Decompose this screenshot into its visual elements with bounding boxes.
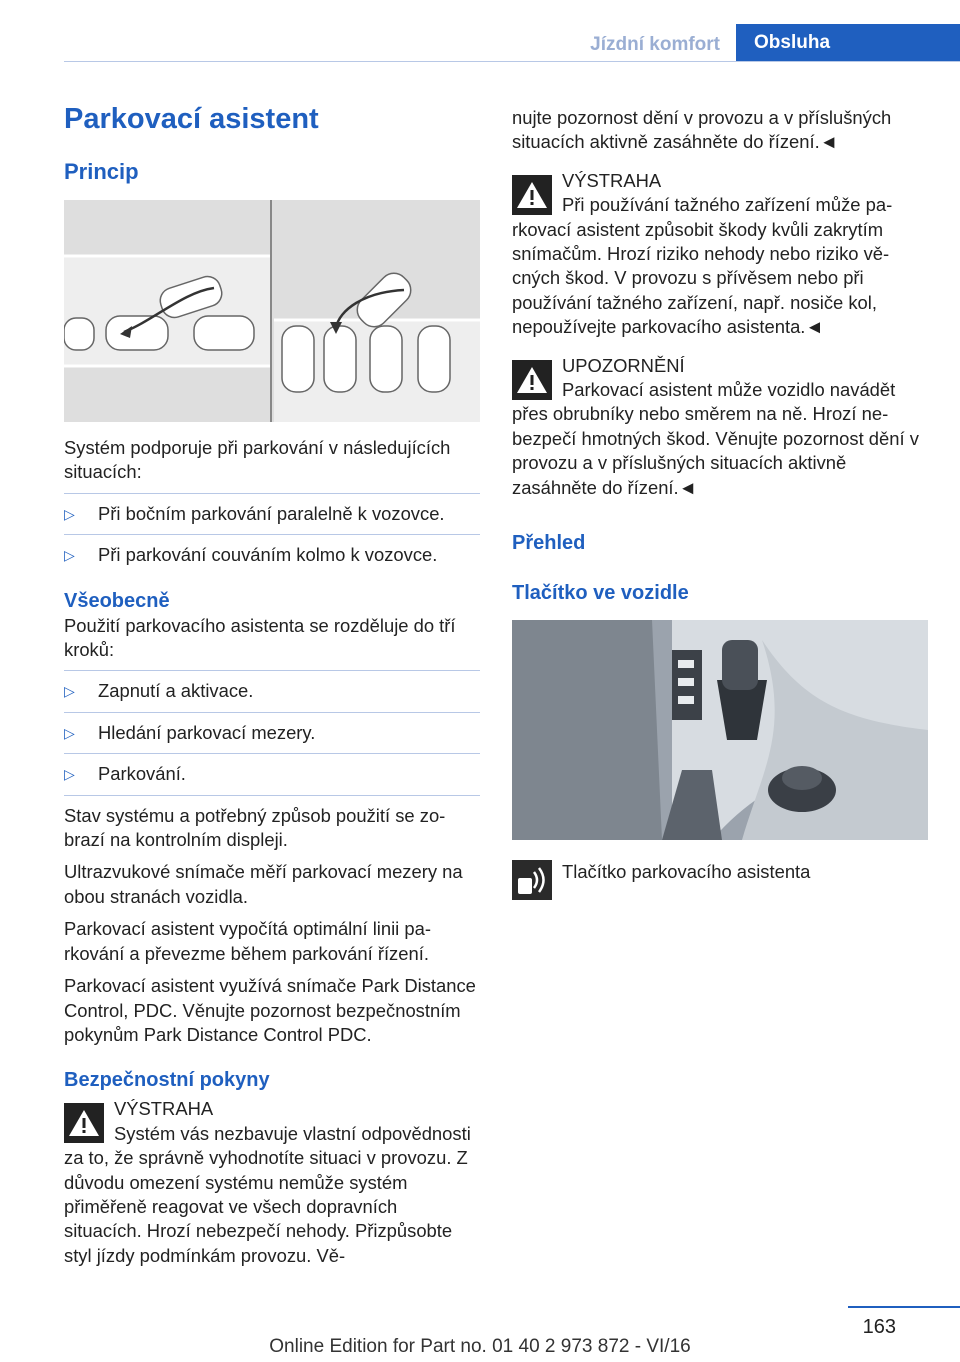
- right-column: [512, 106, 928, 900]
- triangle-bullet-icon: ▷: [64, 683, 75, 700]
- intro-text: Systém podporuje při parkování v následujících situacích:: [64, 437, 451, 483]
- paragraph: Parkovací asistent vypočítá optimální linii parkování a převezme během parkování řízení.: [64, 918, 431, 964]
- triangle-bullet-icon: ▷: [64, 505, 75, 522]
- warning-label: VÝSTRAHA: [114, 1098, 214, 1120]
- warning-text: Systém vás nezbavuje vlastní odpovědnosti za to, že správně vyhodnotíte situaci v provozu. Z důvodu omezení systému nemůže systém přiměřeně reagovat ve všech dopravních situacích. Hrozí nebezpečí nehody. Přizpůsobte styl jízdy podmínkám provozu. Vě-: [64, 1122, 471, 1266]
- list-item: ▷ Zapnutí a aktivace.: [64, 679, 480, 703]
- edition-note: Online Edition for Part no. 01 40 2 973 872 - VI/16: [269, 1336, 691, 1357]
- button-caption-row: [512, 860, 928, 900]
- caution-triangle-icon: [512, 360, 552, 400]
- left-column: [64, 102, 480, 1268]
- divider: [64, 795, 480, 796]
- general-intro: Použití parkovacího asistenta se rozděluje do tří kroků:: [64, 614, 456, 661]
- caution-label: UPOZORNĚNÍ: [562, 354, 685, 376]
- list-item: ▷ Při parkování couváním kolmo k vozovce.: [64, 543, 480, 567]
- button-heading: Tlačítko ve vozidle: [512, 582, 689, 605]
- warning-block: [512, 169, 928, 193]
- center-console-photo: [512, 620, 928, 840]
- warning-triangle-icon: [512, 175, 552, 215]
- paragraph: Parkovací asistent využívá snímače Park Distance Control, PDC. Věnujte pozornost bezpečnostním pokynům Park Distance Control PDC.: [64, 975, 476, 1045]
- divider: [64, 670, 480, 671]
- divider: [64, 534, 480, 535]
- list-item: ▷ Hledání parkovací mezery.: [64, 721, 480, 745]
- header-chapter: Obsluha: [736, 24, 960, 61]
- divider: [64, 493, 480, 494]
- caution-text: Parkovací asistent může vozidlo navádět přes obrubníky nebo směrem na ně. Hrozí nebezpečí hmotných škod. Věnujte pozornost dění v provozu a v příslušných situacích aktivně zasáhněte do řízení.◄: [512, 379, 919, 498]
- warning-continuation: nujte pozornost dění v provozu a v příslušných situacích aktivně zasáhněte do řízení.◄: [512, 107, 892, 153]
- warning-label: VÝSTRAHA: [562, 169, 662, 191]
- divider: [64, 753, 480, 754]
- principle-heading: Princip: [64, 159, 139, 184]
- page-number: 163: [862, 1316, 896, 1338]
- triangle-bullet-icon: ▷: [64, 766, 75, 783]
- header-section: Jízdní komfort: [590, 34, 720, 55]
- list-item: ▷ Parkování.: [64, 762, 480, 786]
- warning-block: [64, 1097, 480, 1121]
- footer-rule: [848, 1306, 960, 1308]
- caution-block: [512, 354, 928, 378]
- overview-heading: Přehled: [512, 532, 586, 555]
- parking-principle-illustration: [64, 200, 480, 422]
- triangle-bullet-icon: ▷: [64, 724, 75, 741]
- button-caption: Tlačítko parkovacího asistenta: [562, 861, 811, 883]
- header-rule: [64, 61, 960, 62]
- warning-text: Při používání tažného zařízení může parkovací asistent způsobit škody kvůli zakrytím snímačům. Hrozí riziko nehody nebo riziko věcných škod. V provozu s přívěsem nebo při používání tažného zařízení, např. nosiče kol, nepoužívejte parkovacího asistenta.◄: [512, 194, 893, 338]
- park-assist-button-icon: [512, 860, 552, 900]
- list-item: ▷ Při bočním parkování paralelně k vozovce.: [64, 502, 480, 526]
- triangle-bullet-icon: ▷: [64, 547, 75, 564]
- paragraph: Ultrazvukové snímače měří parkovací mezery na obou stranách vozidla.: [64, 861, 463, 907]
- general-heading: Všeobecně: [64, 589, 170, 612]
- divider: [64, 712, 480, 713]
- paragraph: Stav systému a potřebný způsob použití se zobrazí na kontrolním displeji.: [64, 804, 446, 851]
- page-title: Parkovací asistent: [64, 103, 319, 135]
- warning-triangle-icon: [64, 1103, 104, 1143]
- safety-heading: Bezpečnostní pokyny: [64, 1069, 270, 1092]
